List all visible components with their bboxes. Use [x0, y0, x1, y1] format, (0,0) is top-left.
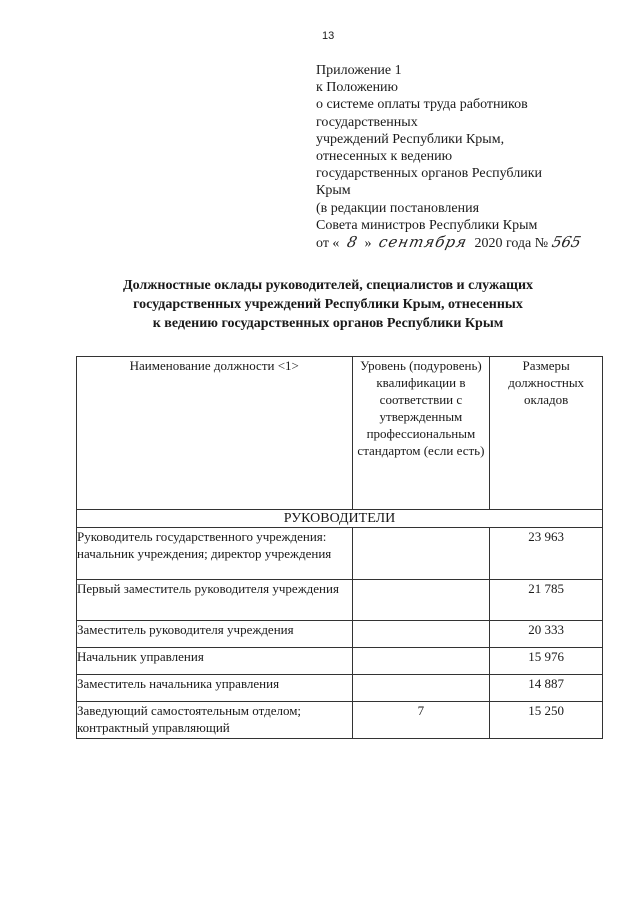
resolution-date-line	[316, 234, 616, 252]
appendix-line: Приложение 1	[316, 63, 402, 78]
appendix-line: государственных	[316, 114, 418, 130]
title-line: государственных учреждений Республики Крым, отнесенных	[133, 297, 523, 312]
title-line: к ведению государственных органов Республики Крым	[152, 316, 504, 331]
salary-cell: 21 785	[490, 580, 603, 621]
appendix-line: государственных органов Республики	[316, 166, 542, 182]
appendix-line: отнесенных к ведению	[316, 149, 453, 165]
salary-cell: 15 250	[490, 702, 603, 739]
qualification-level-cell	[352, 580, 490, 621]
date-prefix: от «	[316, 236, 340, 252]
table-row	[77, 621, 603, 648]
position-name-cell: Заместитель руководителя учреждения	[77, 621, 353, 648]
salary-cell: 23 963	[490, 528, 603, 580]
table-row	[77, 648, 603, 675]
table-row	[77, 580, 603, 621]
date-suffix: 2020 года №	[474, 236, 549, 252]
qualification-level-cell: 7	[352, 702, 490, 739]
qualification-level-cell	[352, 675, 490, 702]
table-row	[77, 702, 603, 739]
handwritten-resolution-number: 565	[549, 233, 583, 252]
handwritten-month: сентября	[377, 233, 469, 252]
date-mid: »	[364, 236, 372, 252]
header-position-name: Наименование должности <1>	[77, 357, 353, 510]
table-row	[77, 528, 603, 580]
salary-cell: 14 887	[490, 675, 603, 702]
qualification-level-cell	[352, 648, 490, 675]
appendix-line: к Положению	[316, 80, 399, 96]
table-header-row	[77, 357, 603, 510]
appendix-block	[316, 62, 616, 252]
header-salary: Размеры должностных окладов	[490, 357, 603, 510]
appendix-line: Совета министров Республики Крым	[316, 217, 538, 233]
appendix-line: о системе оплаты труда работников	[316, 97, 528, 113]
header-qualification-level: Уровень (подуровень) квалификации в соответствии с утвержденным профессиональным стандартом (если есть)	[352, 357, 490, 510]
salary-cell: 20 333	[490, 621, 603, 648]
section-title: РУКОВОДИТЕЛИ	[77, 510, 603, 528]
appendix-line: (в редакции постановления	[316, 200, 480, 216]
handwritten-day: 8	[345, 233, 359, 252]
salary-cell: 15 976	[490, 648, 603, 675]
section-row	[77, 510, 603, 528]
table-row	[77, 675, 603, 702]
document-title	[60, 276, 596, 333]
position-name-cell: Первый заместитель руководителя учреждения	[77, 580, 353, 621]
position-name-cell: Заместитель начальника управления	[77, 675, 353, 702]
salary-table	[76, 356, 603, 739]
qualification-level-cell	[352, 528, 490, 580]
position-name-cell: Начальник управления	[77, 648, 353, 675]
position-name-cell: Руководитель государственного учреждения: начальник учреждения; директор учреждения	[77, 528, 353, 580]
appendix-line: учреждений Республики Крым,	[316, 131, 505, 147]
position-name-cell: Заведующий самостоятельным отделом; контрактный управляющий	[77, 702, 353, 739]
page-number: 13	[322, 30, 335, 42]
appendix-line: Крым	[316, 183, 351, 199]
title-line: Должностные оклады руководителей, специалистов и служащих	[122, 278, 534, 293]
qualification-level-cell	[352, 621, 490, 648]
